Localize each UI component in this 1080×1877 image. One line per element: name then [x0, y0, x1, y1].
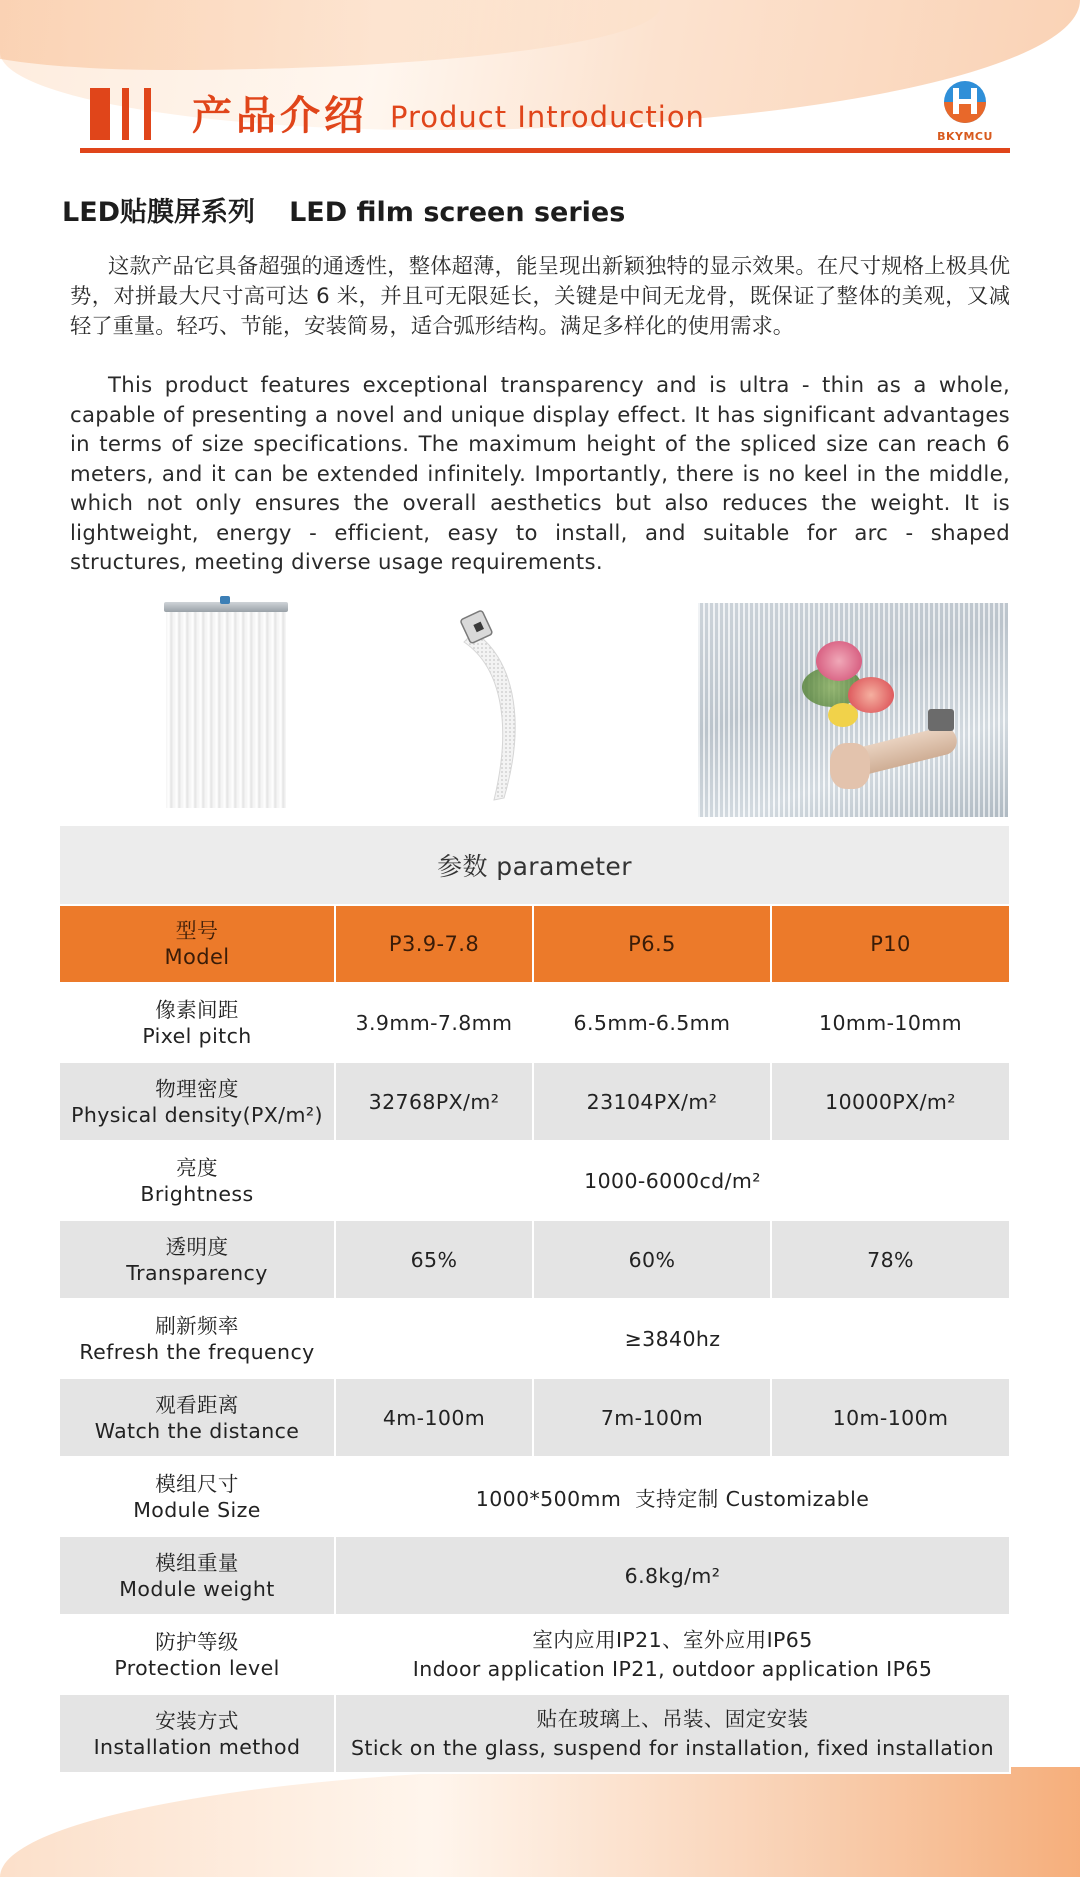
row-label-cn: 物理密度: [155, 1076, 239, 1101]
cell: 4m-100m: [335, 1378, 533, 1457]
logo-text: BKYMCU: [937, 130, 993, 143]
row-label-cn: 像素间距: [155, 997, 239, 1022]
cell: 60%: [533, 1220, 771, 1299]
product-image-curtain: [166, 608, 286, 808]
row-brightness: [60, 1141, 1010, 1220]
row-label-en: Physical density(PX/m²): [71, 1102, 323, 1127]
cell: 10000PX/m²: [771, 1062, 1010, 1141]
row-label: [60, 1536, 335, 1615]
series-heading: [62, 190, 659, 229]
row-label-en: Protection level: [114, 1655, 280, 1680]
cell: 78%: [771, 1220, 1010, 1299]
header-label: [60, 905, 335, 983]
cell: ≥3840hz: [335, 1299, 1010, 1378]
parameter-table: [60, 826, 1011, 1774]
cell: 23104PX/m²: [533, 1062, 771, 1141]
series-heading-cn: LED贴膜屏系列: [62, 197, 256, 228]
row-label-cn: 模组尺寸: [155, 1471, 239, 1496]
row-label: [60, 1615, 335, 1694]
cell: 6.8kg/m²: [335, 1536, 1010, 1615]
description-en: This product features exceptional transparency and is ultra - thin as a whole, capable of presenting a novel and unique display effect. It has significant advantages in terms of size specifications. The maximum height of the spliced size can reach 6 meters, and it can be extended infinitely. Importantly, there is no keel in the middle, which not only ensures the overall aesthetics but also reduces the weight. It is lightweight, energy - efficient, easy to install, and suitable for arc - shaped structures, meeting diverse usage requirements.: [70, 372, 1010, 574]
row-physical-density: [60, 1062, 1010, 1141]
cell-cn: 室内应用IP21、室外应用IP65: [532, 1627, 813, 1652]
row-label-en: Brightness: [140, 1181, 254, 1206]
product-image-flexible-film: [456, 606, 546, 806]
row-module-size: [60, 1457, 1010, 1536]
cell: 10mm-10mm: [771, 983, 1010, 1062]
row-label: [60, 1378, 335, 1457]
row-label: [60, 1220, 335, 1299]
row-label-cn: 透明度: [165, 1234, 229, 1259]
row-label: [60, 1694, 335, 1773]
cell: [335, 1615, 1010, 1694]
flexible-film-icon: [456, 606, 546, 806]
photo-watch: [928, 709, 954, 731]
product-image-demo-photo: [698, 603, 1008, 817]
row-label: [60, 1062, 335, 1141]
row-label: [60, 1457, 335, 1536]
cell-en: Indoor application IP21, outdoor application IP65: [412, 1656, 933, 1681]
row-watch-distance: [60, 1378, 1010, 1457]
table-caption-row: [60, 826, 1010, 905]
row-label-cn: 刷新频率: [155, 1313, 239, 1338]
row-pixel-pitch: [60, 983, 1010, 1062]
header-divider: [80, 148, 1010, 153]
cell: 3.9mm-7.8mm: [335, 983, 533, 1062]
row-label-cn: 亮度: [176, 1155, 218, 1180]
row-protection-level: [60, 1615, 1010, 1694]
row-transparency: [60, 1220, 1010, 1299]
series-heading-en: LED film screen series: [289, 197, 626, 228]
photo-flower-yellow: [828, 703, 858, 727]
photo-hand: [830, 743, 870, 789]
row-refresh-frequency: [60, 1299, 1010, 1378]
header-label-cn: 型号: [175, 919, 219, 943]
row-label: [60, 983, 335, 1062]
row-label: [60, 1141, 335, 1220]
header-model-1: P3.9-7.8: [335, 905, 533, 983]
curtain-rail-knob: [220, 596, 230, 604]
row-label: [60, 1299, 335, 1378]
cell: 7m-100m: [533, 1378, 771, 1457]
cell-cn: 贴在玻璃上、吊装、固定安装: [536, 1706, 809, 1731]
row-label-en: Module weight: [119, 1576, 275, 1601]
row-label-en: Module Size: [133, 1497, 261, 1522]
cell-en: Stick on the glass, suspend for installation, fixed installation: [350, 1735, 995, 1760]
background-swoosh-bottom: [0, 1767, 1080, 1877]
row-label-en: Transparency: [126, 1260, 268, 1285]
row-label-cn: 模组重量: [155, 1550, 239, 1575]
brand-logo: [920, 80, 1010, 144]
logo-mark-icon: [920, 80, 1010, 132]
row-module-weight: [60, 1536, 1010, 1615]
page-title-cn: 产品介绍: [192, 93, 368, 139]
page-title-en: Product Introduction: [390, 100, 705, 134]
cell: 32768PX/m²: [335, 1062, 533, 1141]
page-header: [80, 80, 1010, 160]
row-label-en: Pixel pitch: [142, 1023, 252, 1048]
row-label-en: Installation method: [93, 1734, 301, 1759]
cell: 1000*500mm 支持定制 Customizable: [335, 1457, 1010, 1536]
row-label-cn: 防护等级: [155, 1629, 239, 1654]
table-header-row: [60, 905, 1010, 983]
cell: 1000-6000cd/m²: [335, 1141, 1010, 1220]
cell: 65%: [335, 1220, 533, 1299]
description-cn: 这款产品它具备超强的通透性，整体超薄，能呈现出新颖独特的显示效果。在尺寸规格上极具优势，对拼最大尺寸高可达 6 米，并且可无限延长，关键是中间无龙骨，既保证了整体的美观，又减轻了重量。轻巧、节能，安装简易，适合弧形结构。满足多样化的使用需求。: [70, 254, 1010, 339]
row-label-en: Refresh the frequency: [79, 1339, 315, 1364]
row-label-cn: 安装方式: [155, 1708, 239, 1733]
row-label-cn: 观看距离: [155, 1392, 239, 1417]
row-installation-method: [60, 1694, 1010, 1773]
cell: 10m-100m: [771, 1378, 1010, 1457]
header-model-3: P10: [771, 905, 1010, 983]
cell: 6.5mm-6.5mm: [533, 983, 771, 1062]
row-label-en: Watch the distance: [94, 1418, 300, 1443]
table-caption: 参数 parameter: [60, 826, 1010, 905]
cell: [335, 1694, 1010, 1773]
header-model-2: P6.5: [533, 905, 771, 983]
header-label-en: Model: [164, 945, 230, 969]
photo-flower-pink: [816, 641, 862, 681]
